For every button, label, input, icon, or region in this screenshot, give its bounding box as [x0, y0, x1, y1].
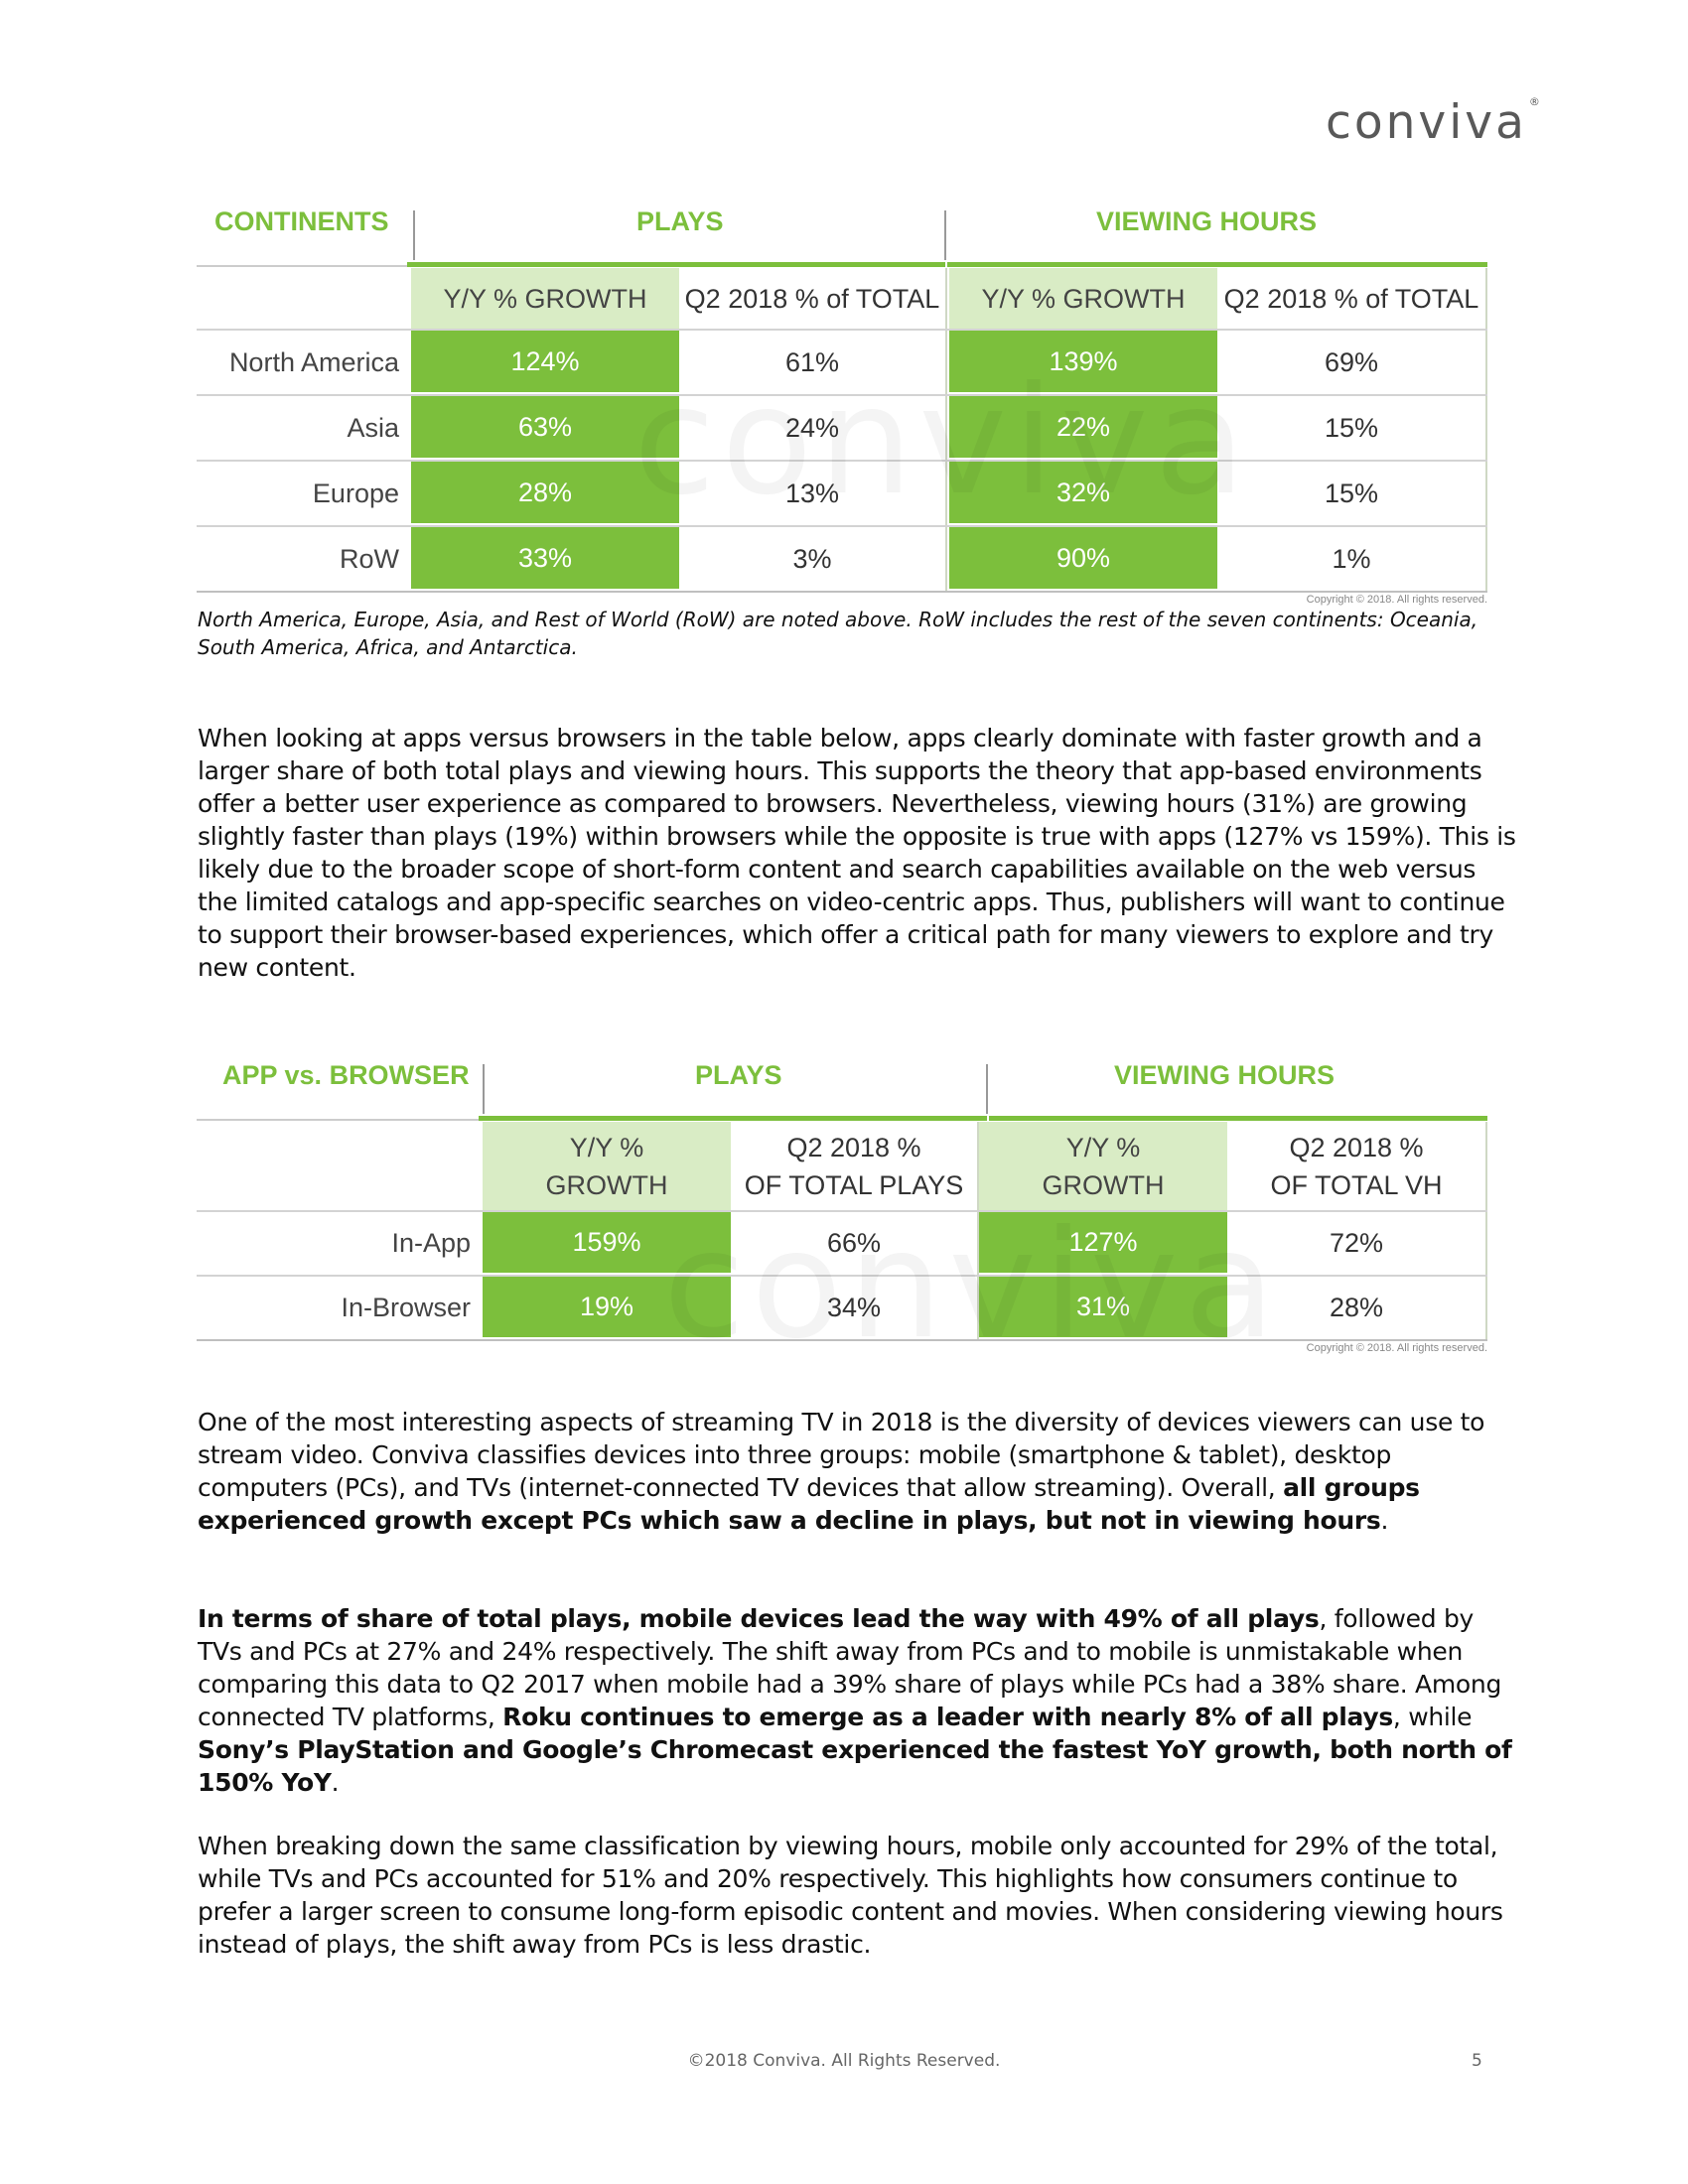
subheader-line: Y/Y % — [1065, 1133, 1141, 1162]
logo-registered-mark: ® — [1528, 95, 1540, 108]
row-label: In-App — [391, 1228, 471, 1258]
plays-total-cell: 24% — [679, 396, 947, 460]
app-vs-browser-table-header — [197, 1060, 1487, 1122]
subheader-line: GROWTH — [1042, 1170, 1165, 1200]
app-vs-browser-paragraph: When looking at apps versus browsers in the table below, apps clearly dominate with faster growth and a larger share of both total plays and viewing hours. This supports the theory that app-based environments offer a better user experience as compared to browsers. Nevertheless, viewing hours (31%) are growing slightly faster than plays (19%) within browsers while the opposite is true with apps (127% vs 159%). This is likely due to the broader scope of short-form content and search capabilities available on the web versus the limited catalogs and app-specific searches on video-centric apps. Thus, publishers will want to continue to support their browser-based experiences, which offer a critical path for many viewers to explore and try new content. — [198, 724, 1516, 982]
plays-total-cell: 3% — [679, 527, 947, 591]
subheader-row — [197, 1122, 1487, 1211]
table-row — [197, 1212, 1487, 1275]
vh-total-cell: 69% — [1217, 331, 1487, 394]
group-header-viewing-hours: VIEWING HOURS — [1096, 206, 1318, 236]
row-label: Europe — [312, 478, 399, 508]
viewing-hours-paragraph: When breaking down the same classification by viewing hours, mobile only accounted for 29% of the total, while TVs and PCs accounted for 51% and 20% respectively. This highlights how consumers continue to prefer a larger screen to consume long-form episodic content and movies. When considering viewing hours instead of plays, the shift away from PCs is less drastic. — [198, 1832, 1503, 1959]
text-run: , followed by TVs and PCs at 27% and 24% respectively. The shift away from PCs and to mobile is unmistakable when comparing this data to Q2 2017 when mobile had a 39% share of plays while PCs had a 38% share. Among connected TV platforms, — [198, 1604, 1502, 1731]
bold-run: all groups experienced growth except PCs which saw a decline in plays, but not in viewing hours — [198, 1473, 1420, 1535]
vh-growth-cell: 32% — [949, 462, 1217, 525]
plays-growth-cell: 33% — [411, 527, 679, 591]
subheader-line: Y/Y % — [569, 1133, 644, 1162]
table-row — [197, 462, 1487, 525]
table-copyright: Copyright © 2018. All rights reserved. — [1306, 1342, 1487, 1354]
subheader-line: OF TOTAL VH — [1270, 1170, 1443, 1200]
table-copyright: Copyright © 2018. All rights reserved. — [1306, 594, 1487, 606]
vh-growth-cell: 22% — [949, 396, 1217, 460]
vh-growth-cell: 90% — [949, 527, 1217, 591]
plays-growth-cell: 159% — [483, 1212, 731, 1275]
subheader-vh-total: Q2 2018 % of TOTAL — [1217, 268, 1487, 330]
plays-growth-cell: 124% — [411, 331, 679, 394]
bold-run: In terms of share of total plays, mobile devices lead the way with 49% of all plays — [198, 1604, 1320, 1633]
vh-growth-cell: 31% — [979, 1277, 1227, 1339]
table-row — [197, 1277, 1487, 1339]
viewing-hours-group-underline — [947, 262, 1487, 267]
text-run: . — [331, 1768, 340, 1797]
continents-note: North America, Europe, Asia, and Rest of World (RoW) are noted above. RoW includes the rest of the seven continents: Oceania, South America, Africa, and Antarctica. — [198, 608, 1478, 659]
page-footer: ©2018 Conviva. All Rights Reserved. — [687, 2051, 1001, 2071]
share-of-plays-paragraph — [198, 1602, 1518, 1799]
subheader-row — [197, 268, 1487, 330]
group-header-plays: PLAYS — [695, 1060, 782, 1090]
group-header-plays: PLAYS — [636, 206, 724, 236]
subheader-plays-total: Q2 2018 % of TOTAL — [679, 268, 947, 330]
plays-growth-cell: 63% — [411, 396, 679, 460]
header-rule — [197, 265, 407, 267]
table-bottom-rule — [197, 591, 1487, 593]
row-label: Asia — [347, 412, 399, 443]
continents-table — [197, 206, 1487, 604]
page-number: 5 — [1472, 2051, 1482, 2071]
group-header-viewing-hours: VIEWING HOURS — [1114, 1060, 1336, 1090]
header-divider — [986, 1064, 988, 1114]
plays-total-cell: 66% — [731, 1212, 979, 1275]
row-label: In-Browser — [341, 1293, 471, 1322]
vh-growth-cell: 127% — [979, 1212, 1227, 1275]
row-label: RoW — [340, 543, 399, 574]
subheader-vh-growth — [979, 1122, 1227, 1211]
conviva-logo — [1326, 95, 1540, 150]
text-run: . — [1380, 1506, 1389, 1535]
vh-total-cell: 15% — [1217, 462, 1487, 525]
subheader-plays-growth: Y/Y % GROWTH — [411, 268, 679, 330]
subheader-line: OF TOTAL PLAYS — [744, 1170, 964, 1200]
plays-growth-cell: 19% — [483, 1277, 731, 1339]
subheader-vh-total — [1227, 1122, 1487, 1211]
plays-total-cell: 13% — [679, 462, 947, 525]
column-header-app-vs-browser: APP vs. BROWSER — [222, 1060, 470, 1090]
table-row — [197, 396, 1487, 460]
plays-group-underline — [479, 1116, 987, 1121]
subheader-vh-growth: Y/Y % GROWTH — [949, 268, 1217, 330]
row-label: North America — [228, 346, 399, 377]
column-header-continents: CONTINENTS — [214, 206, 389, 236]
continents-table-header — [197, 206, 1487, 268]
vh-total-cell: 28% — [1227, 1277, 1487, 1339]
text-run: One of the most interesting aspects of streaming TV in 2018 is the diversity of devices viewers can use to stream video. Conviva classifies devices into three groups: mobile (smartphone & tablet), desktop computers (PCs), and TVs (internet-connected TV devices that allow streaming). Overall, — [198, 1408, 1485, 1502]
subheader-line: Q2 2018 % — [1289, 1133, 1424, 1162]
vh-total-cell: 15% — [1217, 396, 1487, 460]
bold-run: Roku continues to emerge as a leader with nearly 8% of all plays — [502, 1703, 1393, 1731]
plays-growth-cell: 28% — [411, 462, 679, 525]
header-rule — [197, 1119, 479, 1121]
subheader-line: GROWTH — [545, 1170, 668, 1200]
plays-group-underline — [407, 262, 945, 267]
subheader-plays-total — [731, 1122, 979, 1211]
vh-total-cell: 72% — [1227, 1212, 1487, 1275]
viewing-hours-group-underline — [989, 1116, 1487, 1121]
plays-total-cell: 34% — [731, 1277, 979, 1339]
text-run: , while — [1392, 1703, 1473, 1731]
plays-total-cell: 61% — [679, 331, 947, 394]
vh-total-cell: 1% — [1217, 527, 1487, 591]
devices-paragraph — [198, 1406, 1518, 1537]
table-row — [197, 331, 1487, 394]
header-divider — [944, 210, 946, 260]
app-vs-browser-table — [197, 1060, 1487, 1358]
vh-growth-cell: 139% — [949, 331, 1217, 394]
table-row — [197, 527, 1487, 591]
header-divider — [483, 1064, 485, 1114]
table-bottom-rule — [197, 1339, 1487, 1341]
header-divider — [413, 210, 415, 260]
subheader-plays-growth — [483, 1122, 731, 1211]
bold-run: Sony’s PlayStation and Google’s Chromecast experienced the fastest YoY growth, both north of 150% YoY — [198, 1735, 1512, 1797]
subheader-line: Q2 2018 % — [786, 1133, 921, 1162]
logo-text: conviva — [1326, 95, 1527, 150]
